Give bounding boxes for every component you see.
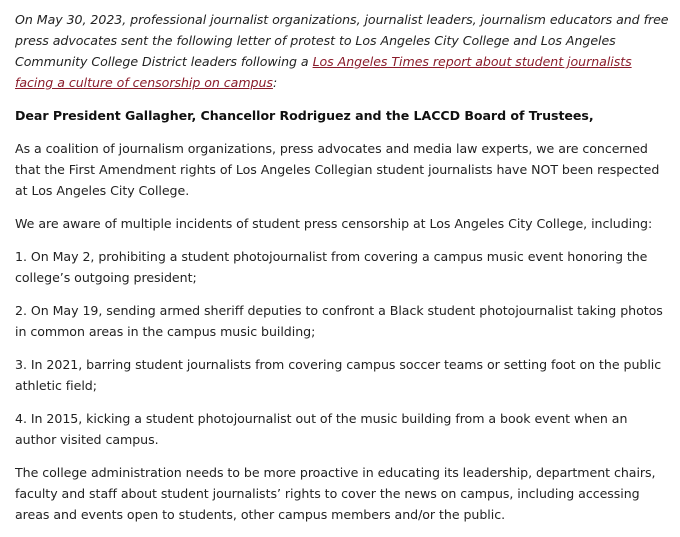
intro-suffix: :: [272, 75, 278, 90]
incident-item-3: 3. In 2021, barring student journalists from covering campus soccer teams or setting foot on the public athletic field;: [15, 357, 662, 393]
article-body: [15, 9, 670, 537]
incident-item-2: 2. On May 19, sending armed sheriff deputies to confront a Black student photojournalist taking photos in common areas in the campus music building;: [15, 303, 663, 339]
la-times-report-link[interactable]: Los Angeles Times report about student journalists facing a culture of censorship on campus: [15, 54, 632, 90]
intro-paragraph: [15, 9, 670, 93]
incident-item-4: 4. In 2015, kicking a student photojournalist out of the music building from a book event when an author visited campus.: [15, 411, 628, 447]
coalition-paragraph: As a coalition of journalism organizations, press advocates and media law experts, we are concerned that the First Amendment rights of Los Angeles Collegian student journalists have NOT been respected at Los Angeles City College.: [15, 141, 660, 198]
intro-text: On May 30, 2023, professional journalist organizations, journalist leaders, journalism educators and free press advocates sent the following letter of protest to Los Angeles City College and Los Angeles Community College District leaders following a: [15, 12, 669, 69]
letter-salutation: Dear President Gallagher, Chancellor Rodriguez and the LACCD Board of Trustees,: [15, 108, 594, 123]
incident-item-1: 1. On May 2, prohibiting a student photojournalist from covering a campus music event honoring the college’s outgoing president;: [15, 249, 648, 285]
administration-paragraph: The college administration needs to be more proactive in educating its leadership, department chairs, faculty and staff about student journalists’ rights to cover the news on campus, including accessing areas and events open to students, other campus members and/or the public.: [15, 465, 656, 522]
incidents-intro-paragraph: We are aware of multiple incidents of student press censorship at Los Angeles City College, including:: [15, 216, 653, 231]
